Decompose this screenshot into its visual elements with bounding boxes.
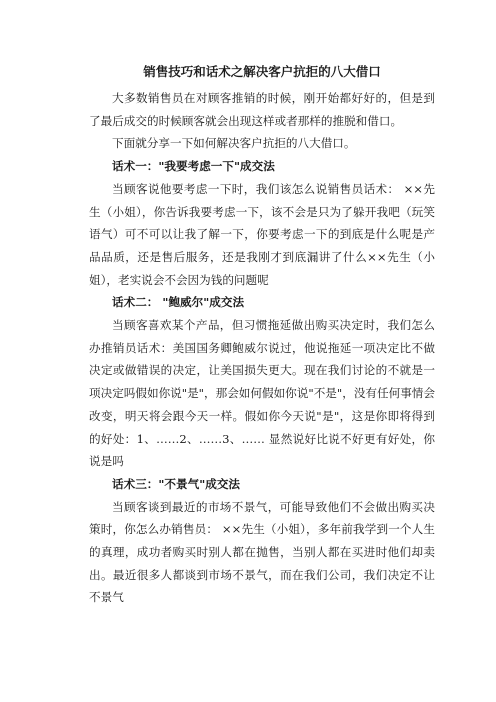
section-3-body: 当顾客谈到最近的市场不景气，可能导致他们不会做出购买决策时，你怎么办销售员： ××先生（小姐），多年前我学到一个人生的真理，成功者购买时别人都在抛售，当别人都在买进时他们却卖出。最近很多人都谈到市场不景气，而在我们公司，我们决定不让不景气 [89,499,435,605]
intro-paragraph-2: 下面就分享一下如何解决客户抗拒的八大借口。 [112,136,356,151]
section-3-heading: 话术三："不景气"成交法 [112,476,241,491]
section-2-heading: 话术二： "鲍威尔"成交法 [112,295,245,310]
section-2-body: 当顾客喜欢某个产品，但习惯拖延做出购买决定时，我们怎么办推销员话术：美国国务卿鲍威尔说过，他说拖延一项决定比不做决定或做错误的决定，让美国损失更大。现在我们讨论的不就是一项决定吗假如你说"是"，那会如何假如你说"不是"，没有任何事情会改变，明天将会跟今天一样。假如你今天说"是"，这是你即将得到的好处：1、……2、……3、…… 显然说好比说不好更有好处，你说是吗 [89,318,435,469]
section-1-heading: 话术一："我要考虑一下"成交法 [112,159,275,174]
document-title: 销售技巧和话术之解决客户抗拒的八大借口 [143,64,381,79]
section-1-body: 当顾客说他要考虑一下时，我们该怎么说销售员话术： ××先生（小姐），你告诉我要考虑一下，该不会是只为了躲开我吧（玩笑语气）可不可以让我了解一下，你要考虑一下的到底是什么呢是产品品质，还是售后服务，还是我刚才到底漏讲了什么××先生（小姐），老实说会不会因为钱的问题呢 [89,181,435,287]
document-page [89,60,435,609]
intro-paragraph-1: 大多数销售员在对顾客推销的时候，刚开始都好好的，但是到了最后成交的时候顾客就会出现这样或者那样的推脱和借口。 [89,91,435,128]
